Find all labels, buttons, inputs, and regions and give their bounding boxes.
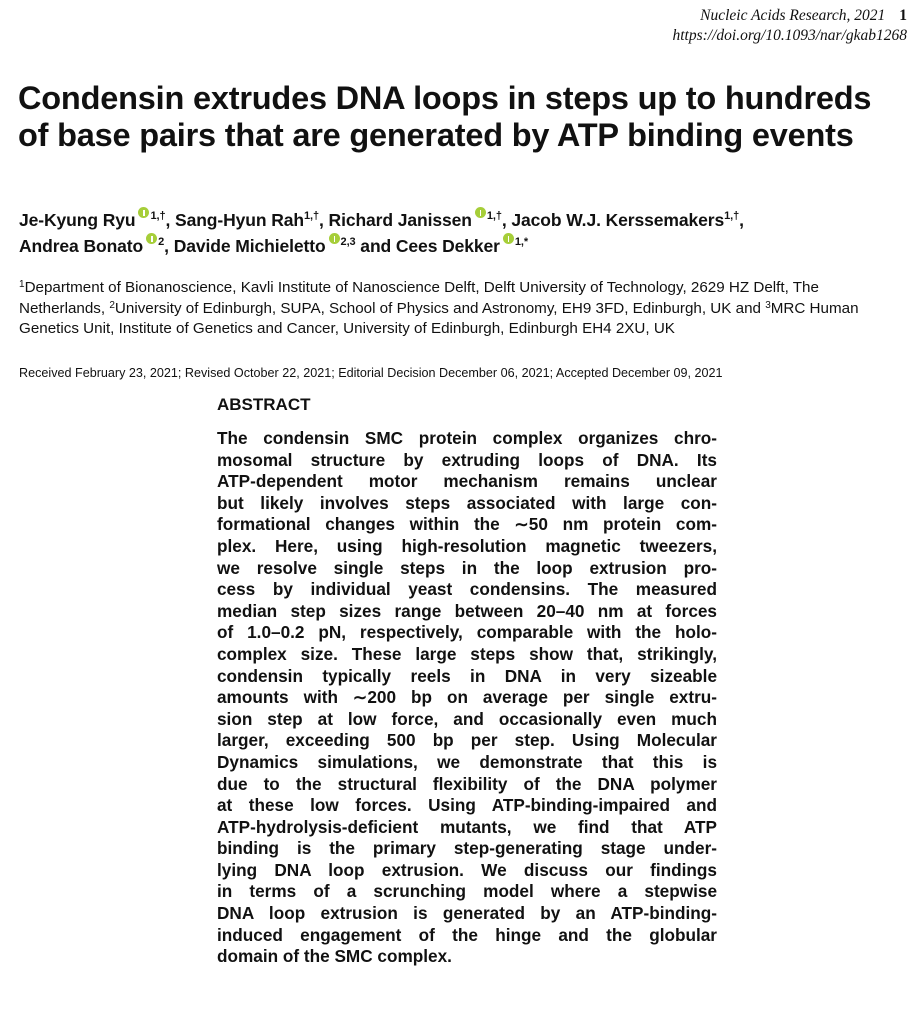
author (396, 236, 528, 256)
doi-link[interactable]: https://doi.org/10.1093/nar/gkab1268 (672, 27, 907, 44)
affiliation-text: University of Edinburgh, SUPA, School of Physics and Astronomy, EH9 3FD, Edinburgh, UK and (114, 299, 766, 317)
author (174, 236, 396, 256)
author-name[interactable]: Davide Michieletto (173, 236, 326, 256)
abstract-line: The condensin SMC protein complex organizes chro- (217, 428, 717, 448)
affiliation-marker: 3 (765, 299, 771, 311)
author-affiliation-marker: 1,† (150, 210, 166, 222)
abstract-line: ATP-dependent motor mechanism remains unclear (217, 471, 717, 492)
abstract-line: in terms of a scrunching model where a stepwise (217, 881, 717, 902)
affiliation-marker: 1 (19, 279, 25, 290)
author-list (19, 207, 909, 259)
abstract-line: complex size. These large steps show that, strikingly, (217, 643, 717, 664)
affiliations (19, 278, 909, 340)
author-affiliation-marker: 1,* (514, 236, 529, 248)
abstract-line: due to the structural flexibility of the DNA polymer (217, 773, 717, 794)
abstract-line: but likely involves steps associated with large con- (217, 492, 717, 513)
received-dates: Received February 23, 2021; Revised October 22, 2021; Editorial Decision December 06, 2021; Accepted December 09, 2021 (19, 366, 723, 380)
author-separator: , (739, 210, 744, 230)
author-name[interactable]: Richard Janissen (328, 210, 472, 230)
abstract-line: mosomal structure by extruding loops of DNA. Its (217, 449, 717, 470)
author-separator: , (501, 210, 512, 230)
abstract-line: condensin typically reels in DNA in very sizeable (217, 665, 717, 686)
page-number: 1 (899, 7, 907, 24)
affiliation-marker: 2 (109, 299, 115, 311)
abstract-line: amounts with ∼200 bp on average per single extru- (217, 687, 717, 708)
author-separator: , (165, 210, 175, 230)
author-separator: , (164, 236, 174, 256)
abstract-line: ATP-hydrolysis-deficient mutants, we find that ATP (217, 816, 717, 837)
abstract-line: formational changes within the ∼50 nm protein com- (217, 514, 717, 535)
abstract-line: DNA loop extrusion is generated by an ATP-binding- (217, 903, 717, 924)
abstract-text (217, 428, 717, 968)
running-header (672, 6, 907, 46)
orcid-icon[interactable] (475, 207, 486, 218)
author-affiliation-marker: 2 (158, 236, 165, 248)
author-separator: , (319, 210, 329, 230)
author (175, 210, 329, 230)
author (511, 210, 743, 230)
abstract-line: larger, exceeding 500 bp per step. Using Molecular (217, 730, 717, 751)
abstract-line: of 1.0–0.2 pN, respectively, comparable with the holo- (217, 622, 717, 643)
author-name[interactable]: Andrea Bonato (19, 236, 144, 256)
abstract-line: domain of the SMC complex. (217, 946, 452, 967)
author (19, 236, 174, 256)
abstract-line: we resolve single steps in the loop extrusion pro- (217, 557, 717, 578)
affiliation-text: Department of Bionanoscience, Kavli Institute of Nanoscience Delft, Delft University of Technology, 2629 HZ Delft, The Netherlands, (19, 279, 819, 317)
author-name[interactable]: Sang-Hyun Rah (175, 210, 304, 230)
abstract-line: binding is the primary step-generating stage under- (217, 838, 717, 859)
abstract-line: sion step at low force, and occasionally even much (217, 708, 717, 729)
abstract-line: at these low forces. Using ATP-binding-impaired and (217, 795, 717, 816)
author-separator: and (355, 236, 396, 256)
abstract-line: median step sizes range between 20–40 nm at forces (217, 600, 717, 621)
orcid-icon[interactable] (503, 233, 514, 244)
abstract-line: Dynamics simulations, we demonstrate that this is (217, 751, 717, 772)
article-title: Condensin extrudes DNA loops in steps up to hundreds of base pairs that are generated by ATP binding events (18, 80, 872, 153)
journal-citation: Nucleic Acids Research, 2021 (700, 7, 886, 24)
author-name[interactable]: Cees Dekker (395, 236, 500, 256)
orcid-icon[interactable] (138, 207, 149, 218)
author-name[interactable]: Je-Kyung Ryu (19, 210, 136, 230)
abstract-line: induced engagement of the hinge and the globular (217, 924, 717, 945)
abstract-line: plex. Here, using high-resolution magnetic tweezers, (217, 535, 717, 556)
author (329, 210, 512, 230)
author-affiliation-marker: 2,3 (340, 236, 356, 248)
orcid-icon[interactable] (146, 233, 157, 244)
orcid-icon[interactable] (329, 233, 340, 244)
author-affiliation-marker: 1,† (486, 210, 502, 222)
abstract-line: lying DNA loop extrusion. We discuss our findings (217, 859, 717, 880)
journal-citation-row (672, 6, 907, 26)
abstract-line: cess by individual yeast condensins. The measured (217, 579, 717, 600)
affiliation-text: MRC Human Genetics Unit, Institute of Genetics and Cancer, University of Edinburgh, Edinburgh EH4 2XU, UK (19, 299, 859, 337)
author-affiliation-marker: 1,† (304, 210, 319, 222)
author-name[interactable]: Jacob W.J. Kerssemakers (511, 210, 725, 230)
abstract-heading: ABSTRACT (217, 395, 311, 414)
author-affiliation-marker: 1,† (724, 210, 740, 222)
author (19, 210, 175, 230)
